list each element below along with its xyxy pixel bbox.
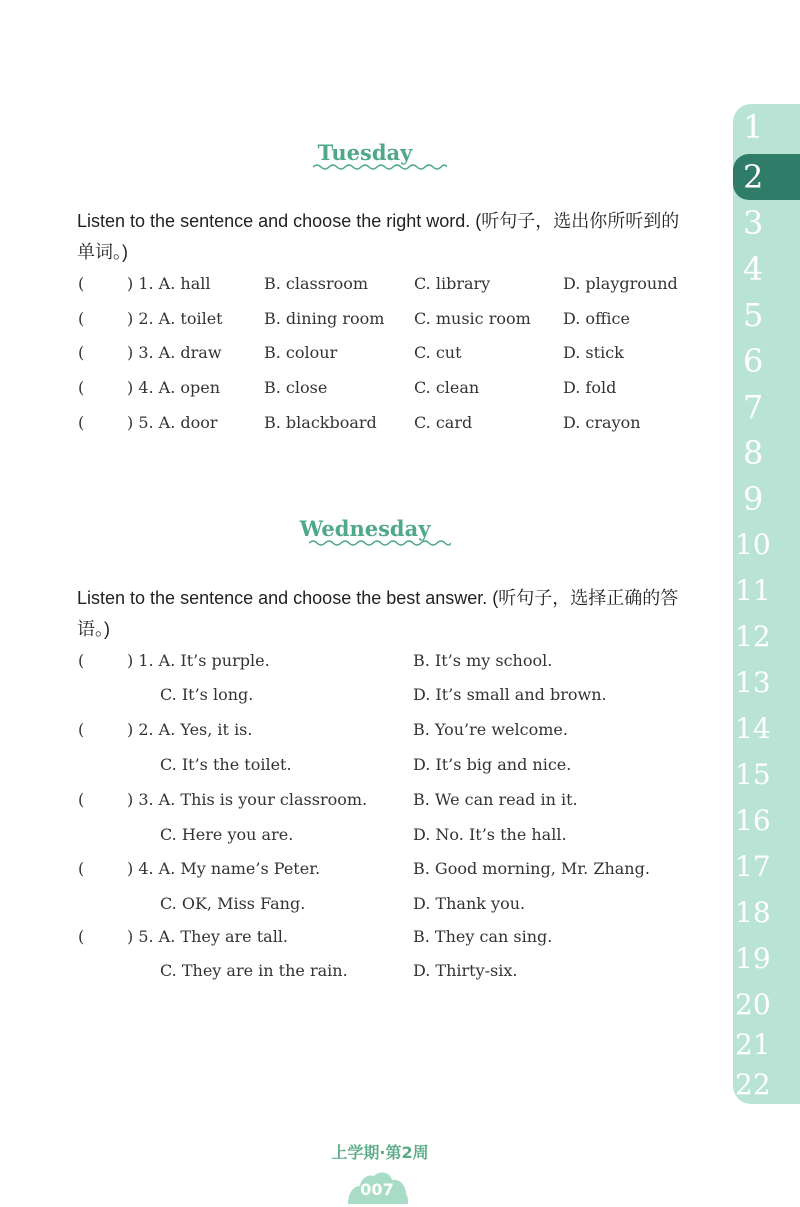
tuesday-question-5: ( ) 5. A. door B. blackboard C. card D. crayon [78, 413, 641, 432]
wednesday-question-3: ( ) 3. A. This is your classroom. B. We can read in it. C. Here you are. D. No. It’s the hall. [78, 790, 578, 844]
week-tab-strip [733, 104, 800, 1104]
week-tab-15[interactable]: 15 [735, 758, 771, 791]
tuesday-wavy-underline [313, 163, 447, 171]
answer-bracket[interactable]: ( [78, 343, 85, 362]
week-tab-18[interactable]: 18 [735, 896, 771, 929]
tuesday-instruction: Listen to the sentence and choose the right word. (听句子，选出你所听到的单词。) [77, 211, 680, 262]
tuesday-question-1: ( ) 1. A. hall B. classroom C. library D. playground [78, 274, 678, 293]
week-tab-5[interactable]: 5 [743, 296, 764, 334]
wednesday-question-2: ( ) 2. A. Yes, it is. B. You’re welcome. C. It’s the toilet. D. It’s big and nice. [78, 720, 572, 774]
week-tab-19[interactable]: 19 [735, 942, 771, 975]
tuesday-question-3: ( ) 3. A. draw B. colour C. cut D. stick [78, 343, 624, 362]
answer-bracket[interactable]: ( [78, 790, 85, 809]
wednesday-wavy-underline [309, 539, 451, 547]
week-tab-14[interactable]: 14 [735, 712, 771, 745]
week-tab-3[interactable]: 3 [743, 204, 764, 242]
week-tab-10[interactable]: 10 [735, 528, 771, 561]
page-number-badge [344, 1170, 410, 1204]
page-number: 007 [360, 1180, 394, 1199]
wednesday-question-5: ( ) 5. A. They are tall. B. They can sing. C. They are in the rain. D. Thirty-six. [78, 927, 553, 980]
week-tab-9[interactable]: 9 [743, 480, 764, 518]
answer-bracket[interactable]: ( [78, 720, 85, 739]
week-tab-6[interactable]: 6 [743, 342, 764, 380]
answer-bracket[interactable]: ( [78, 274, 85, 293]
wednesday-instruction: Listen to the sentence and choose the best answer. (听句子，选择正确的答语。) [77, 588, 679, 639]
answer-bracket[interactable]: ( [78, 413, 85, 432]
week-tab-11[interactable]: 11 [735, 574, 771, 607]
week-tab-13[interactable]: 13 [735, 666, 771, 699]
answer-bracket[interactable]: ( [78, 927, 85, 946]
week-tab-8[interactable]: 8 [743, 434, 764, 472]
week-tab-7[interactable]: 7 [743, 388, 764, 426]
answer-bracket[interactable]: ( [78, 309, 85, 328]
tuesday-question-2: ( ) 2. A. toilet B. dining room C. music room D. office [78, 309, 630, 328]
week-tab-2[interactable]: 2 [733, 154, 800, 200]
wednesday-title: Wednesday [299, 516, 431, 541]
week-tab-20[interactable]: 20 [735, 988, 771, 1021]
footer-semester-week: 上学期·第2周 [331, 1143, 429, 1162]
wednesday-question-1: ( ) 1. A. It’s purple. B. It’s my school. C. It’s long. D. It’s small and brown. [78, 651, 607, 704]
answer-bracket[interactable]: ( [78, 859, 85, 878]
week-tab-4[interactable]: 4 [743, 250, 764, 288]
week-tab-1[interactable]: 1 [743, 108, 764, 146]
week-tab-12[interactable]: 12 [735, 620, 771, 653]
tuesday-title: Tuesday [317, 140, 413, 165]
week-tab-22[interactable]: 22 [735, 1068, 771, 1101]
answer-bracket[interactable]: ( [78, 651, 85, 670]
week-tab-16[interactable]: 16 [735, 804, 771, 837]
tuesday-question-4: ( ) 4. A. open B. close C. clean D. fold [78, 378, 617, 397]
wednesday-question-4: ( ) 4. A. My name’s Peter. B. Good morning, Mr. Zhang. C. OK, Miss Fang. D. Thank you. [78, 859, 650, 913]
answer-bracket[interactable]: ( [78, 378, 85, 397]
week-tab-21[interactable]: 21 [735, 1028, 771, 1061]
week-tab-17[interactable]: 17 [735, 850, 771, 883]
